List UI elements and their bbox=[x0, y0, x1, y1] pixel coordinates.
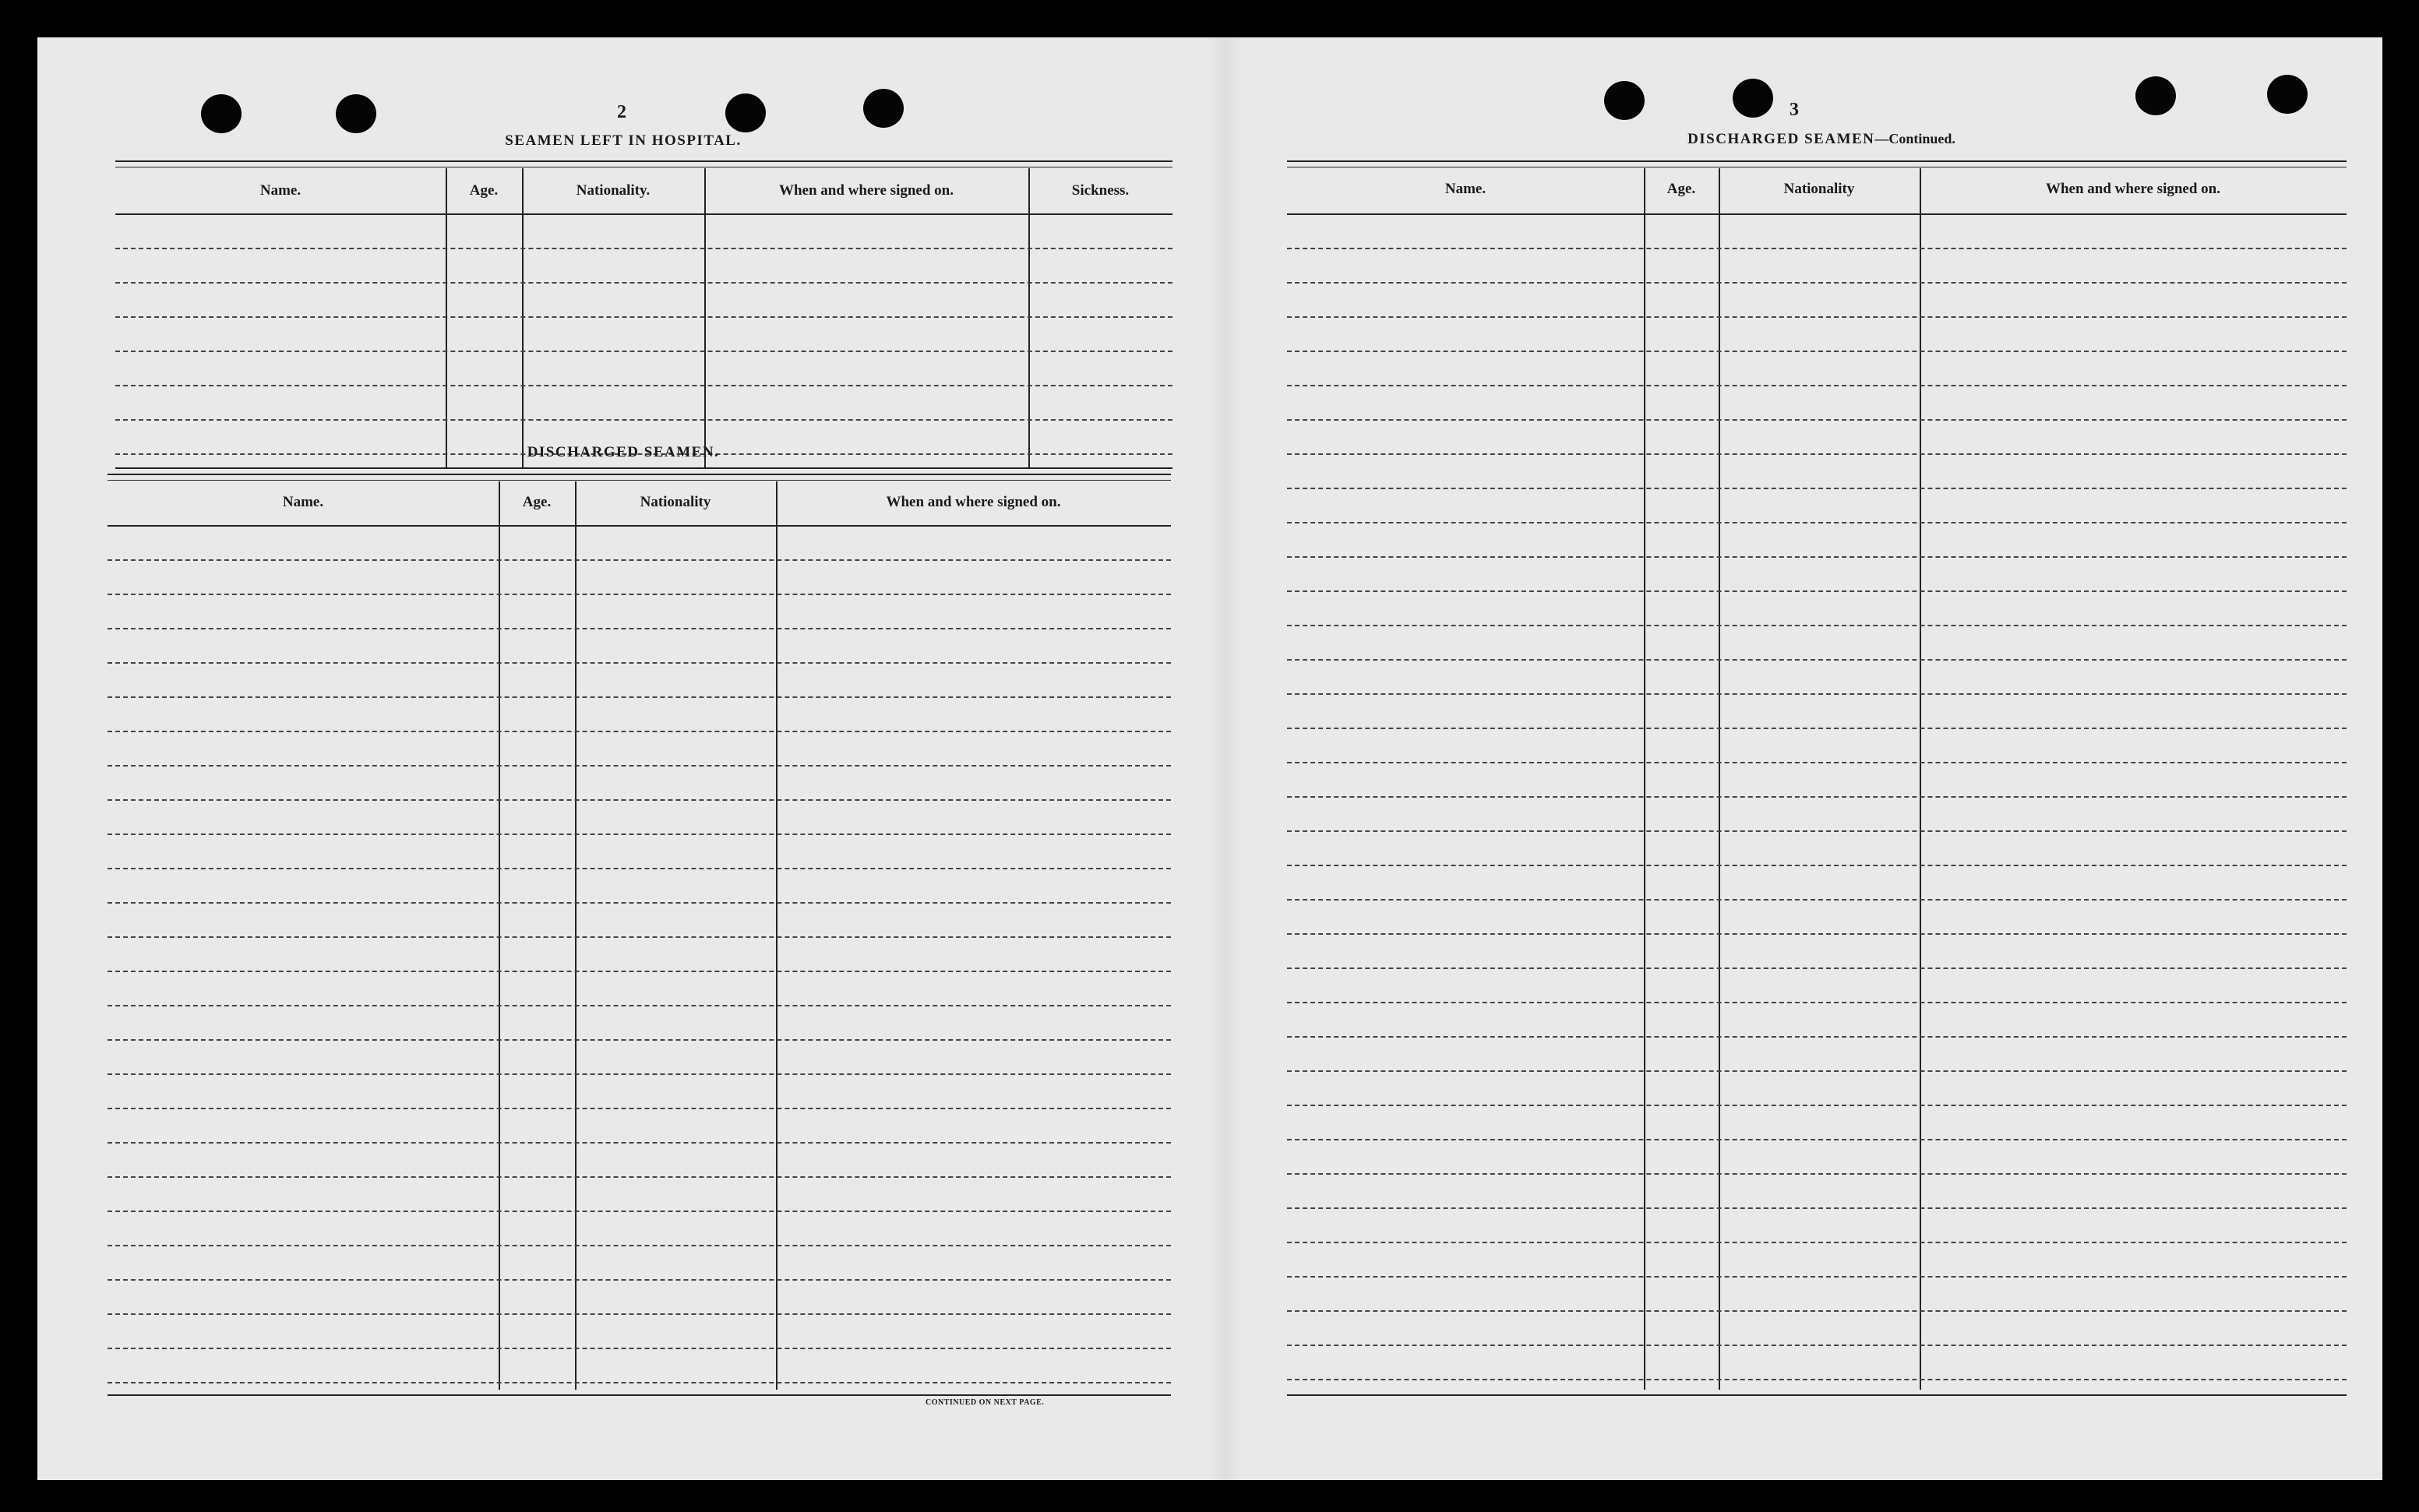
page-number-right: 3 bbox=[1790, 100, 1799, 120]
col-header-sickness: Sickness. bbox=[1071, 182, 1130, 199]
col-header-age: Age. bbox=[469, 182, 499, 199]
punch-hole bbox=[2267, 75, 2308, 114]
col-header-name: Name. bbox=[282, 494, 324, 510]
col-header-nationality: Nationality bbox=[1783, 181, 1855, 197]
col-header-name: Name. bbox=[1444, 181, 1486, 197]
punch-hole bbox=[725, 93, 766, 132]
col-header-signed-on: When and where signed on. bbox=[886, 494, 1061, 510]
page-fold bbox=[1210, 37, 1241, 1480]
punch-hole bbox=[2135, 76, 2176, 115]
punch-hole bbox=[1733, 79, 1773, 118]
hospital-section-title: SEAMEN LEFT IN HOSPITAL. bbox=[505, 132, 742, 149]
col-header-age: Age. bbox=[522, 494, 552, 510]
discharged-continued-title-main: DISCHARGED SEAMEN bbox=[1687, 131, 1875, 147]
form-sheet bbox=[37, 37, 2382, 1480]
col-header-nationality: Nationality bbox=[640, 494, 711, 510]
punch-hole bbox=[863, 89, 904, 128]
col-header-signed-on: When and where signed on. bbox=[778, 182, 954, 199]
page-number-left: 2 bbox=[617, 102, 626, 122]
col-header-nationality: Nationality. bbox=[576, 182, 651, 199]
discharged-continued-title bbox=[1603, 131, 2040, 148]
punch-hole bbox=[336, 94, 376, 133]
discharged-table-right bbox=[1287, 160, 2347, 1407]
col-header-name: Name. bbox=[259, 182, 301, 199]
punch-hole bbox=[201, 94, 242, 133]
col-header-signed-on: When and where signed on. bbox=[2045, 181, 2220, 197]
punch-hole bbox=[1604, 81, 1645, 120]
discharged-section-title: DISCHARGED SEAMEN. bbox=[527, 444, 720, 460]
col-header-age: Age. bbox=[1666, 181, 1696, 197]
continued-note: CONTINUED ON NEXT PAGE. bbox=[926, 1398, 1045, 1407]
discharged-continued-suffix: —Continued. bbox=[1874, 131, 1955, 146]
discharged-table-left bbox=[108, 474, 1171, 1408]
hospital-table bbox=[115, 160, 1172, 472]
